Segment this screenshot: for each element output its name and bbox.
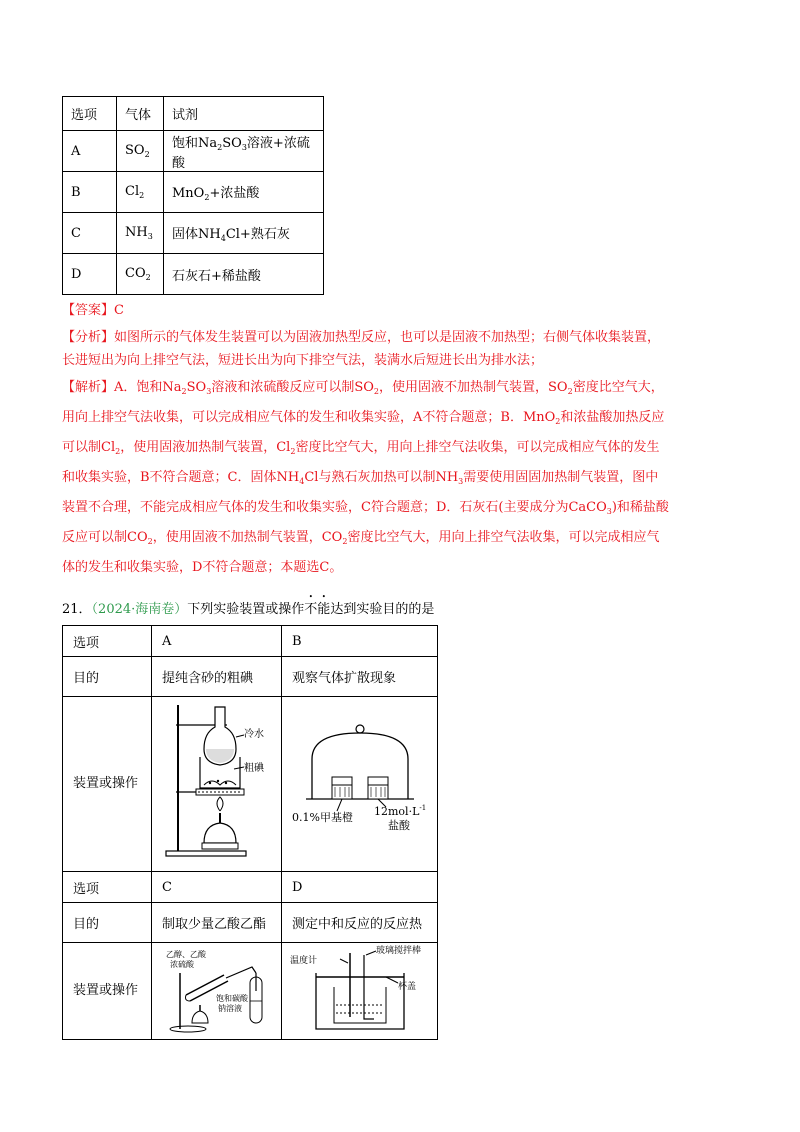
figure-b-cell bbox=[282, 697, 438, 872]
solution-line-7: 体的发生和收集实验，D不符合题意；本题选C。 bbox=[62, 560, 343, 575]
ester-synthesis-figure bbox=[152, 943, 281, 1035]
table-row: 选项 C D bbox=[63, 872, 438, 903]
figure-c-cell bbox=[152, 943, 282, 1040]
table-row bbox=[63, 213, 324, 254]
gas-cell: $CO_2$ bbox=[117, 254, 164, 295]
reagent-table bbox=[62, 96, 324, 295]
reagent-cell: 饱和$Na_2SO_3$溶液+浓硫酸 bbox=[164, 131, 324, 172]
label-reagents-2: 浓硫酸 bbox=[170, 960, 194, 969]
table-row bbox=[63, 172, 324, 213]
reagent-cell: 固体$NH_4Cl+$熟石灰 bbox=[164, 213, 324, 254]
label-saturated-1: 饱和碳酸 bbox=[216, 994, 248, 1003]
table-row: 选项 A B bbox=[63, 626, 438, 657]
option-cell: D bbox=[63, 254, 117, 295]
solution-line-3: 可以制$Cl_2$，使用固液加热制气装置，$Cl_2$密度比空气大，用向上排空气法收集，可以完成相应气体的发生 bbox=[62, 440, 660, 456]
analysis-line-2: 长进短出为向上排空气法，短进长出为向下排空气法，装满水后短进长出为排水法； bbox=[62, 353, 544, 368]
table-row bbox=[63, 254, 324, 295]
label-crude-iodine: 粗碘 bbox=[244, 763, 264, 774]
label-hcl-conc: $12mol\cdot L^{-1}$ bbox=[374, 804, 427, 818]
question-21-stem: 21．（2024·海南卷）下列实验装置或操作不能达到实验目的的是 bbox=[62, 602, 435, 617]
sublimation-apparatus-figure bbox=[152, 697, 281, 867]
option-cell: A bbox=[63, 131, 117, 172]
solution-line-5: 装置不合理，不能完成相应气体的发生和收集实验，C符合题意；D．石灰石(主要成分为CaCO$_3$)和稀盐酸 bbox=[62, 500, 669, 516]
gas-cell: $Cl_2$ bbox=[117, 172, 164, 213]
label-methyl-orange: 0.1%甲基橙 bbox=[292, 811, 353, 824]
figure-a-cell bbox=[152, 697, 282, 872]
apparatus-label: 装置或操作 bbox=[63, 943, 152, 1040]
gas-cell: $SO_2$ bbox=[117, 131, 164, 172]
header-gas: 气体 bbox=[117, 97, 164, 131]
label-thermometer: 温度计 bbox=[290, 956, 318, 966]
solution-line-2: 用向上排空气法收集，可以完成相应气体的发生和收集实验，A不符合题意；B．MnO$_2$和浓盐酸加热反应 bbox=[62, 410, 665, 426]
apparatus-label: 装置或操作 bbox=[63, 697, 152, 872]
table-row bbox=[63, 943, 438, 1040]
header-option: 选项 bbox=[63, 97, 117, 131]
label-lid: 杯盖 bbox=[398, 982, 417, 992]
label-reagents-1: 乙醇、乙酸 bbox=[166, 950, 206, 959]
figure-d-cell bbox=[282, 943, 438, 1040]
table-row bbox=[63, 697, 438, 872]
option-cell: B bbox=[63, 172, 117, 213]
analysis-line-1: 【分析】如图所示的气体发生装置可以为固液加热型反应，也可以是固液不加热型；右侧气体收集装置， bbox=[62, 330, 661, 345]
apparatus-table bbox=[62, 625, 438, 1040]
reagent-cell: MnO$_2$+浓盐酸 bbox=[164, 172, 324, 213]
solution-line-4: 和收集实验，B不符合题意；C．固体$NH_4Cl$与熟石灰加热可以制$NH_3$需要使用固固加热制气装置，图中 bbox=[62, 470, 659, 486]
table-row bbox=[63, 131, 324, 172]
calorimeter-figure bbox=[282, 943, 437, 1035]
label-stirrer: 玻璃搅拌棒 bbox=[376, 946, 422, 956]
gas-cell: $NH_3$ bbox=[117, 213, 164, 254]
label-cold-water: 冷水 bbox=[244, 729, 264, 740]
emphasis-char: 能 bbox=[317, 602, 331, 617]
option-cell: C bbox=[63, 213, 117, 254]
label-saturated-2: 钠溶液 bbox=[218, 1004, 242, 1013]
answer-block bbox=[62, 300, 752, 578]
solution-line-6: 反应可以制$CO_2$，使用固液不加热制气装置，$CO_2$密度比空气大，用向上排空气法收集，可以完成相应气 bbox=[62, 530, 660, 546]
answer-line: 【答案】C bbox=[62, 303, 124, 318]
diffusion-bell-jar-figure bbox=[282, 697, 437, 867]
table-row: 目的 制取少量乙酸乙酯 测定中和反应的反应热 bbox=[63, 903, 438, 943]
label-hcl: 盐酸 bbox=[388, 819, 410, 832]
header-reagent: 试剂 bbox=[164, 97, 324, 131]
reagent-cell: 石灰石+稀盐酸 bbox=[164, 254, 324, 295]
question-number: 21． bbox=[62, 602, 92, 617]
question-source: （2024·海南卷） bbox=[91, 602, 188, 617]
emphasis-char: 不 bbox=[304, 602, 318, 617]
solution-line-1: 【解析】A．饱和$Na_2SO_3$溶液和浓硫酸反应可以制$SO_2$，使用固液不加热制气装置，$SO_2$密度比空气大， bbox=[62, 380, 664, 396]
table-row: 目的 提纯含砂的粗碘 观察气体扩散现象 bbox=[63, 657, 438, 697]
